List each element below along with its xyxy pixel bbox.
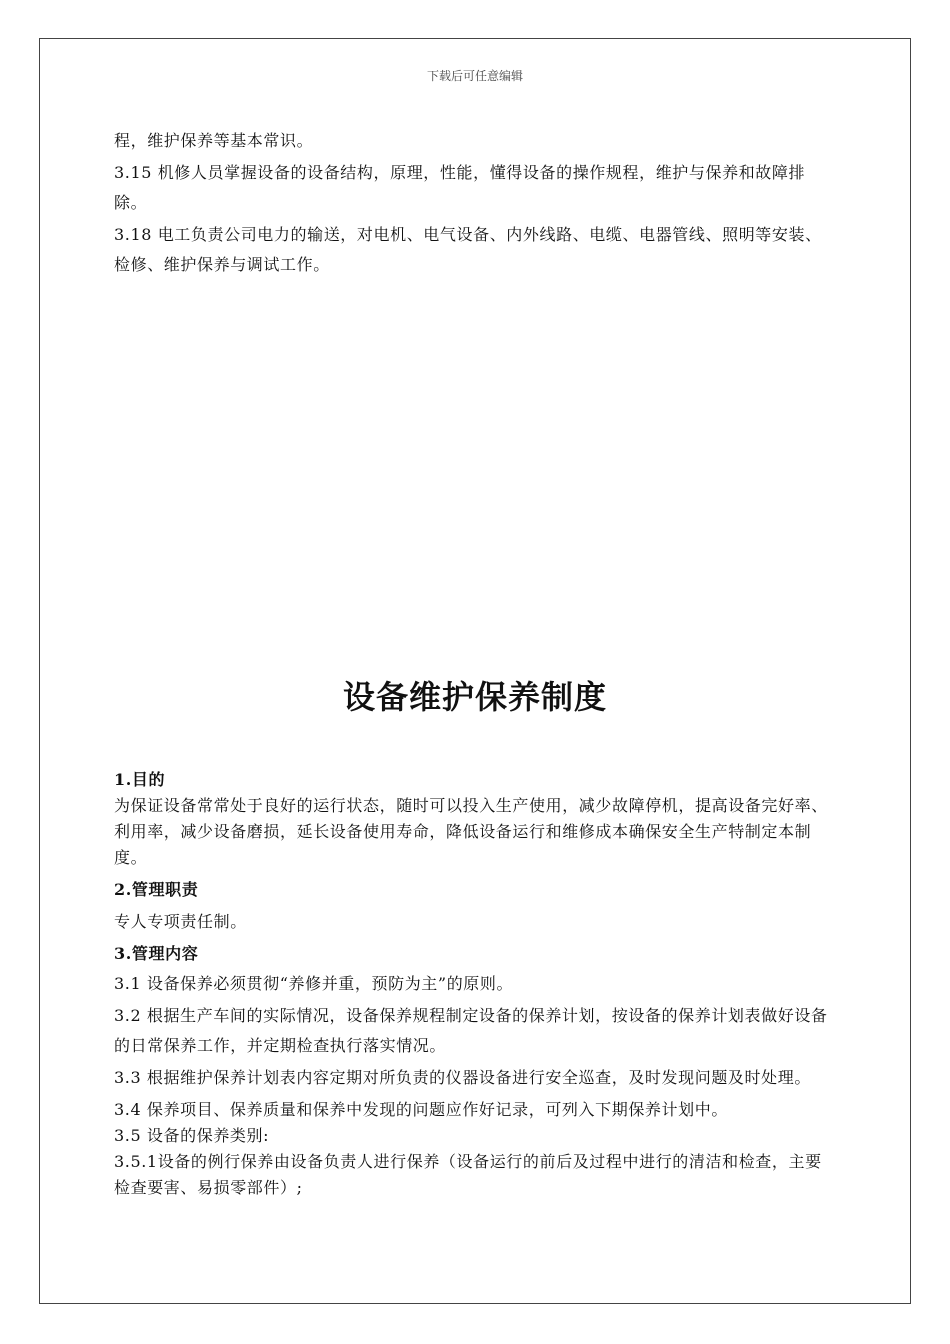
list-item: 3.3 根据维护保养计划表内容定期对所负责的仪器设备进行安全巡查，及时发现问题及时处理。 — [114, 1068, 811, 1087]
list-item: 3.5 设备的保养类别: — [114, 1126, 270, 1145]
paragraph-3-15: 3.15 机修人员掌握设备的设备结构，原理，性能，懂得设备的操作规程，维护与保养和故障排除。 — [114, 163, 806, 212]
main-section — [114, 767, 838, 1201]
list-item: 3.2 根据生产车间的实际情况，设备保养规程制定设备的保养计划，按设备的保养计划表做好设备的日常保养工作，并定期检查执行落实情况。 — [114, 1006, 828, 1055]
list-item: 3.4 保养项目、保养质量和保养中发现的问题应作好记录，可列入下期保养计划中。 — [114, 1100, 728, 1119]
list-item: 3.5.1设备的例行保养由设备负责人进行保养（设备运行的前后及过程中进行的清洁和检查，主要检查要害、易损零部件）; — [114, 1152, 822, 1197]
section-heading-responsibility: 2.管理职责 — [114, 880, 199, 899]
top-section — [114, 128, 838, 280]
list-item: 3.1 设备保养必须贯彻“养修并重，预防为主”的原则。 — [114, 974, 514, 993]
section-body-responsibility: 专人专项责任制。 — [114, 912, 247, 931]
section-heading-content: 3.管理内容 — [114, 944, 199, 963]
document-title: 设备维护保养制度 — [342, 678, 607, 716]
section-body-purpose: 为保证设备常常处于良好的运行状态，随时可以投入生产使用，减少故障停机，提高设备完好率、利用率，减少设备磨损，延长设备使用寿命，降低设备运行和维修成本确保安全生产特制定本制度。 — [114, 796, 828, 867]
section-heading-purpose: 1.目的 — [114, 770, 166, 789]
header-note: 下载后可任意编辑 — [426, 69, 523, 83]
paragraph-continuation: 程，维护保养等基本常识。 — [114, 131, 314, 150]
paragraph-3-18: 3.18 电工负责公司电力的输送，对电机、电气设备、内外线路、电缆、电器管线、照明等安装、检修、维护保养与调试工作。 — [114, 225, 822, 274]
